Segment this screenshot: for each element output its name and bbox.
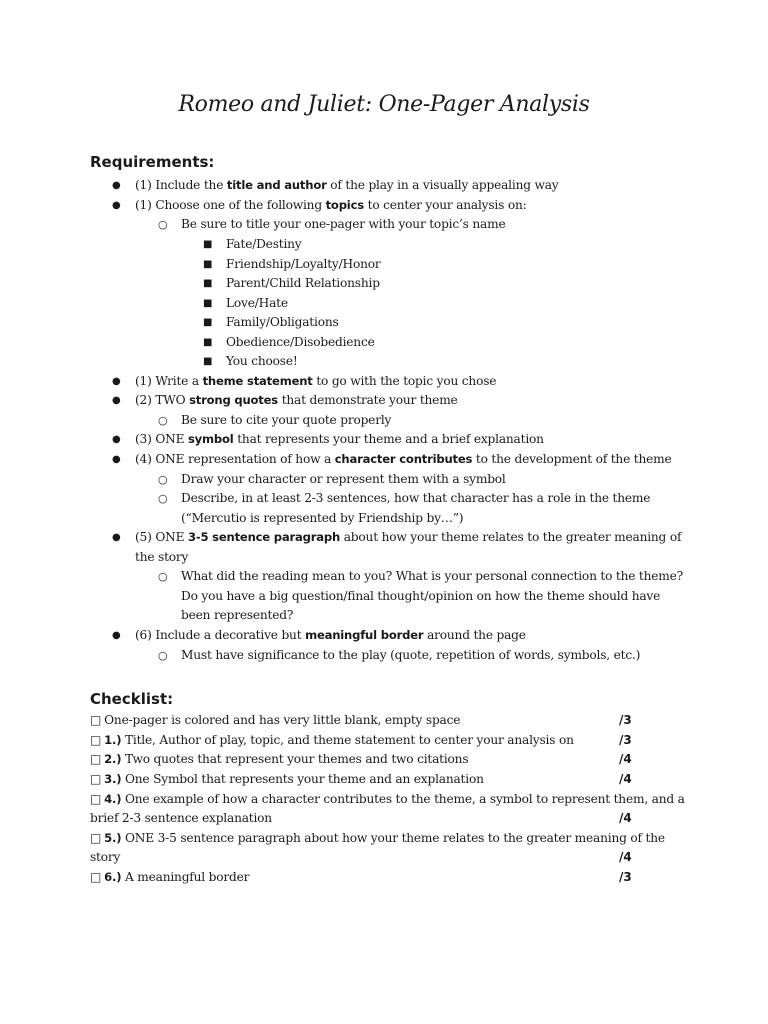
topic-item: Family/Obligations bbox=[226, 315, 339, 329]
bullet-circle-icon: ○ bbox=[158, 570, 168, 583]
checklist-item: □ 4.) One example of how a character contributes to the theme, a symbol to represent them, and a bbox=[90, 792, 685, 806]
requirement-subitem: Be sure to title your one-pager with your topic’s name bbox=[181, 217, 506, 231]
topic-item: Friendship/Loyalty/Honor bbox=[226, 257, 381, 271]
requirement-subitem: Be sure to cite your quote properly bbox=[181, 413, 392, 427]
bullet-disc-icon: ● bbox=[112, 434, 121, 445]
requirement-item: (2) TWO strong quotes that demonstrate your theme bbox=[135, 393, 458, 407]
checklist-item-continued: story bbox=[90, 850, 121, 864]
requirement-subitem: Describe, in at least 2-3 sentences, how that character has a role in the theme bbox=[181, 491, 651, 505]
checklist-score: /4 bbox=[619, 811, 632, 825]
checklist-item: □ 3.) One Symbol that represents your theme and an explanation bbox=[90, 772, 484, 786]
bullet-disc-icon: ● bbox=[112, 395, 121, 406]
bullet-circle-icon: ○ bbox=[158, 414, 168, 427]
checklist-score: /3 bbox=[619, 870, 632, 884]
checklist-item: □ One-pager is colored and has very little blank, empty space bbox=[90, 713, 461, 727]
requirement-subitem: What did the reading mean to you? What is your personal connection to the theme? bbox=[181, 569, 683, 583]
requirement-item: (6) Include a decorative but meaningful border around the page bbox=[135, 628, 526, 642]
bullet-circle-icon: ○ bbox=[158, 492, 168, 505]
topic-item: Parent/Child Relationship bbox=[226, 276, 380, 290]
bullet-square-icon: ■ bbox=[203, 337, 213, 348]
checkbox-icon[interactable]: □ bbox=[90, 831, 102, 845]
requirement-item: (1) Choose one of the following topics to center your analysis on: bbox=[135, 198, 527, 212]
bullet-disc-icon: ● bbox=[112, 200, 121, 211]
topic-item: Obedience/Disobedience bbox=[226, 335, 375, 349]
requirement-subitem-continued: (“Mercutio is represented by Friendship by…”) bbox=[181, 511, 464, 525]
checklist-item: □ 5.) ONE 3-5 sentence paragraph about how your theme relates to the greater meaning of the bbox=[90, 831, 665, 845]
requirement-item: (5) ONE 3-5 sentence paragraph about how your theme relates to the greater meaning of bbox=[135, 530, 682, 544]
checklist-score: /4 bbox=[619, 850, 632, 864]
topic-item: Love/Hate bbox=[226, 296, 288, 310]
checkbox-icon[interactable]: □ bbox=[90, 752, 102, 766]
bullet-circle-icon: ○ bbox=[158, 218, 168, 231]
requirements-heading: Requirements: bbox=[90, 153, 215, 171]
bullet-disc-icon: ● bbox=[112, 532, 121, 543]
checklist-score: /4 bbox=[619, 772, 632, 786]
requirement-subitem-continued: Do you have a big question/final thought/opinion on how the theme should have bbox=[181, 589, 661, 603]
bullet-square-icon: ■ bbox=[203, 259, 213, 270]
topic-item: You choose! bbox=[226, 354, 298, 368]
requirement-item: (3) ONE symbol that represents your theme and a brief explanation bbox=[135, 432, 544, 446]
checkbox-icon[interactable]: □ bbox=[90, 772, 102, 786]
bullet-square-icon: ■ bbox=[203, 278, 213, 289]
checkbox-icon[interactable]: □ bbox=[90, 870, 102, 884]
topic-item: Fate/Destiny bbox=[226, 237, 302, 251]
requirement-item: (4) ONE representation of how a character contributes to the development of the theme bbox=[135, 452, 672, 466]
checklist-item: □ 1.) Title, Author of play, topic, and theme statement to center your analysis on bbox=[90, 733, 574, 747]
bullet-disc-icon: ● bbox=[112, 180, 121, 191]
bullet-disc-icon: ● bbox=[112, 376, 121, 387]
bullet-circle-icon: ○ bbox=[158, 473, 168, 486]
checklist-score: /3 bbox=[619, 733, 632, 747]
requirement-item-continued: the story bbox=[135, 550, 189, 564]
page-title: Romeo and Juliet: One-Pager Analysis bbox=[178, 92, 590, 117]
requirement-subitem: Draw your character or represent them with a symbol bbox=[181, 472, 506, 486]
checkbox-icon[interactable]: □ bbox=[90, 792, 102, 806]
checklist-heading: Checklist: bbox=[90, 690, 174, 708]
checklist-score: /3 bbox=[619, 713, 632, 727]
bullet-circle-icon: ○ bbox=[158, 649, 168, 662]
requirement-item: (1) Write a theme statement to go with the topic you chose bbox=[135, 374, 497, 388]
bullet-square-icon: ■ bbox=[203, 298, 213, 309]
requirement-item: (1) Include the title and author of the play in a visually appealing way bbox=[135, 178, 559, 192]
requirement-subitem: Must have significance to the play (quote, repetition of words, symbols, etc.) bbox=[181, 648, 641, 662]
bullet-square-icon: ■ bbox=[203, 239, 213, 250]
checkbox-icon[interactable]: □ bbox=[90, 713, 102, 727]
checklist-item-continued: brief 2-3 sentence explanation bbox=[90, 811, 272, 825]
bullet-disc-icon: ● bbox=[112, 630, 121, 641]
checklist-item: □ 6.) A meaningful border bbox=[90, 870, 250, 884]
checklist-item: □ 2.) Two quotes that represent your themes and two citations bbox=[90, 752, 469, 766]
bullet-square-icon: ■ bbox=[203, 356, 213, 367]
bullet-square-icon: ■ bbox=[203, 317, 213, 328]
checkbox-icon[interactable]: □ bbox=[90, 733, 102, 747]
checklist-score: /4 bbox=[619, 752, 632, 766]
requirement-subitem-continued: been represented? bbox=[181, 608, 294, 622]
bullet-disc-icon: ● bbox=[112, 454, 121, 465]
